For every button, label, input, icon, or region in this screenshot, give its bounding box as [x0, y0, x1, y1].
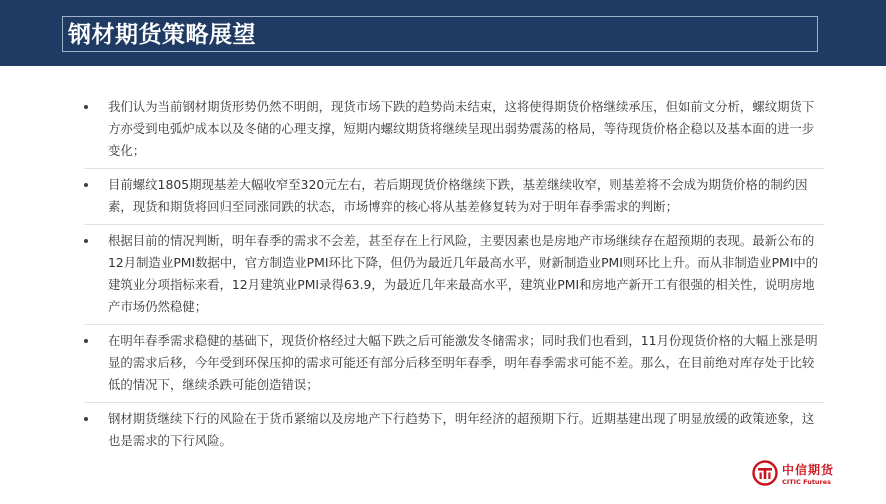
brand-name-en: CITIC Futures [782, 478, 832, 486]
bullet-dot [84, 183, 88, 187]
bullet-dot [84, 339, 88, 343]
list-item [84, 330, 824, 403]
bullet-dot [84, 239, 88, 243]
list-item-text: 根据目前的情况判断，明年春季的需求不会差，甚至存在上行风险，主要因素也是房地产市场继续存在超预期的表现。最新公布的12月制造业PMI数据中，官方制造业PMI环比下降，但仍为最近几年最高水平，财新制造业PMI则环比上升。而从非制造业PMI中的建筑业分项指标来看，12月建筑业PMI录得63.9，为最近几年来最高水平，建筑业PMI和房地产新开工有很强的相关性，说明房地产市场仍然稳健； [108, 233, 819, 314]
bullet-dot [84, 417, 88, 421]
list-item [84, 96, 824, 169]
list-item-text: 目前螺纹1805期现基差大幅收窄至320元左右，若后期现货价格继续下跌，基差继续收窄，则基差将不会成为期货价格的制约因素，现货和期货将回归至同涨同跌的状态，市场博弈的核心将从基差修复转为对于明年春季需求的判断； [108, 177, 808, 214]
brand-logo [752, 458, 848, 494]
list-item [84, 174, 824, 225]
page-title: 钢材期货策略展望 [68, 22, 256, 48]
citic-logo-icon [752, 460, 778, 486]
brand-name-cn: 中信期货 [782, 463, 835, 477]
list-item-text: 钢材期货继续下行的风险在于货币紧缩以及房地产下行趋势下，明年经济的超预期下行。近期基建出现了明显放缓的政策迹象，这也是需求的下行风险。 [108, 411, 815, 448]
bullet-dot [84, 105, 88, 109]
bullet-list [84, 96, 824, 463]
list-item-text: 在明年春季需求稳健的基础下，现货价格经过大幅下跌之后可能激发冬储需求；同时我们也看到，11月份现货价格的大幅上涨是明显的需求后移，今年受到环保压抑的需求可能还有部分后移至明年春季，明年春季需求可能不差。那么，在目前绝对库存处于比较低的情况下，继续杀跌可能创造错误； [108, 333, 818, 392]
list-item-text: 我们认为当前钢材期货形势仍然不明朗，现货市场下跌的趋势尚未结束，这将使得期货价格继续承压，但如前文分析，螺纹期货下方亦受到电弧炉成本以及冬储的心理支撑，短期内螺纹期货将继续呈现出弱势震荡的格局，等待现货价格企稳以及基本面的进一步变化； [108, 99, 815, 158]
list-item [84, 230, 824, 325]
list-item [84, 408, 824, 458]
